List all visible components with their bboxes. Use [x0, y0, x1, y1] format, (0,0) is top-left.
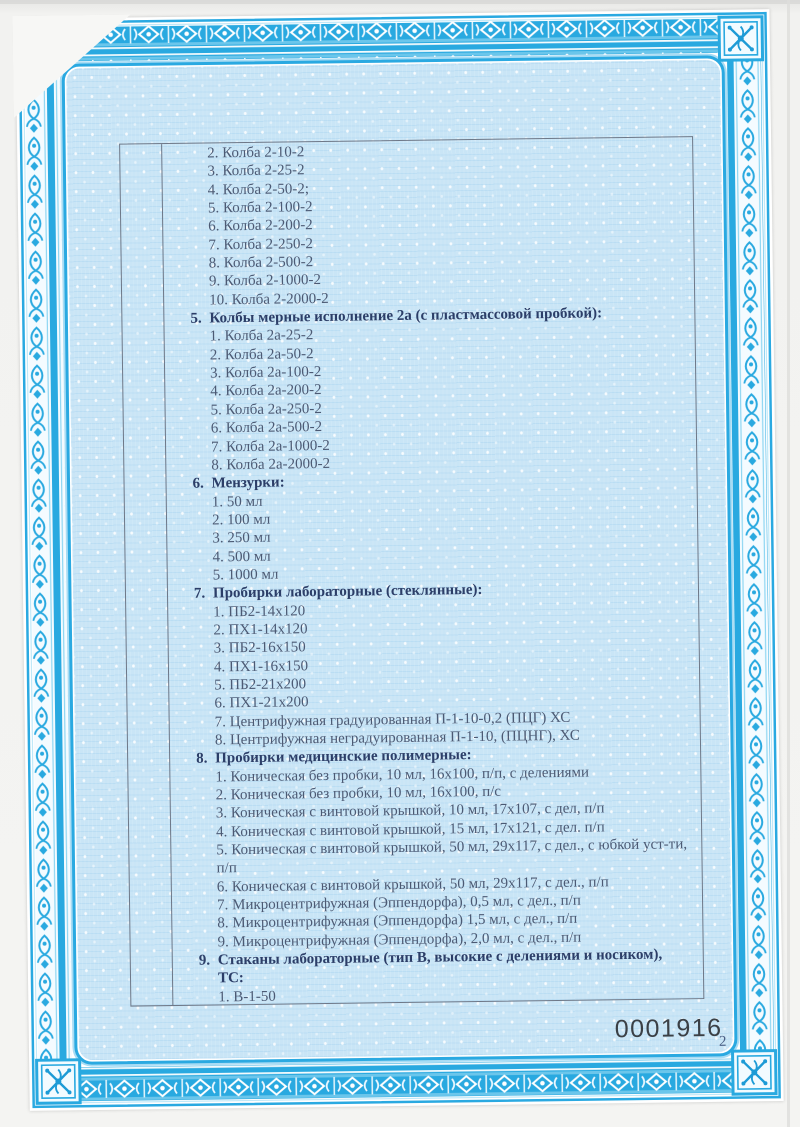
list-item: 2. ПХ1-14х120 — [213, 621, 308, 639]
section-title: Пробирки лабораторные (стеклянные): — [212, 582, 483, 602]
list-item: 2. Коническая без пробки, 10 мл, 16х100, п/с — [215, 783, 502, 804]
list-item: 8. Колба 2а-2000-2 — [211, 455, 331, 474]
list-item: 4. ПХ1-16х150 — [213, 657, 309, 676]
list-item: 9. Колба 2-1000-2 — [208, 272, 322, 290]
list-item: 3. ПБ2-16х150 — [213, 639, 306, 657]
list-item: 4. 500 мл — [212, 548, 271, 566]
list-item: 1. 50 мл — [211, 493, 263, 510]
section-title: Пробирки медицинские полимерные: — [215, 747, 472, 767]
section-heading — [173, 945, 699, 989]
section-title: Мензурки: — [211, 474, 285, 492]
serial-number: 0001916 — [614, 1013, 723, 1044]
list-item: 5. Колба 2-100-2 — [207, 199, 313, 217]
list-item: 6. Колба 2-200-2 — [208, 217, 313, 235]
list-item: 5. Коническая с винтовой крышкой, 50 мл, 29х117, с дел., с юбкой уст-ти, п/п — [216, 836, 688, 877]
list-item: 6. ПХ1-21х200 — [214, 694, 309, 712]
list-item: 6. Коническая с винтовой крышкой, 50 мл, 29х117, с дел., п/п — [216, 874, 609, 896]
list-item: 8. Микроцентрифужная (Эппендорфа) 1,5 мл, с дел., п/п — [217, 911, 578, 932]
list-item: 10. Колба 2-2000-2 — [209, 290, 329, 309]
list-item: 3. Коническая с винтовой крышкой, 10 мл, 17х107, с дел, п/п — [215, 800, 605, 822]
list-item: 5. 1000 мл — [212, 566, 279, 584]
list-item: 9. Микроцентрифужная (Эппендорфа), 2,0 мл, с дел., п/п — [217, 929, 582, 951]
list-item: 2. 100 мл — [211, 511, 271, 529]
list-item: 3. Колба 2-25-2 — [207, 162, 305, 180]
section-number: 8. — [196, 750, 208, 768]
list-item: 8. Колба 2-500-2 — [208, 254, 314, 272]
list-item: 1. Колба 2а-25-2 — [209, 327, 314, 345]
list-item: 2. Колба 2а-50-2 — [209, 345, 314, 364]
list-item: 7. Колба 2а-1000-2 — [210, 437, 330, 455]
page-number: 2 — [718, 1033, 727, 1050]
list-item: 4. Колба 2а-200-2 — [210, 382, 322, 400]
section-number: 6. — [192, 475, 204, 492]
section-number: 5. — [190, 310, 202, 327]
list-item: 7. Центрифужная градуированная П-1-10-0,2 (ПЦГ) ХС — [214, 709, 571, 731]
list-item: 8. Центрифужная неградуированная П-1-10, (ПЦНГ), ХС — [214, 727, 580, 749]
list-item: 4. Колба 2-50-2; — [207, 180, 310, 199]
list-item: 6. Колба 2а-500-2 — [210, 419, 323, 437]
items-table — [119, 136, 704, 1006]
list-item: 7. Колба 2-250-2 — [208, 235, 314, 254]
corner-rosette-bottom-right — [731, 1049, 778, 1096]
section-title: Стаканы лабораторные (тип В, высокие с делениями и носиком), ТС: — [217, 946, 663, 987]
corner-rosette-bottom-left — [35, 1058, 82, 1105]
certificate-page — [15, 9, 783, 1111]
section-number: 9. — [198, 952, 211, 969]
list-item: 1. Коническая без пробки, 10 мл, 16х100, п/п, с делениями — [215, 764, 590, 786]
list-item: 5. ПБ2-21х200 — [214, 676, 307, 694]
list-item: 2. Колба 2-10-2 — [207, 144, 305, 162]
list-item: 1. ПБ2-14х120 — [213, 602, 306, 621]
corner-rosette-top-right — [717, 15, 764, 62]
list-item: 4. Коническая с винтовой крышкой, 15 мл, 17х121, с дел. п/п — [216, 819, 605, 841]
item-list — [162, 138, 699, 1007]
list-item: 5. Колба 2а-250-2 — [210, 400, 322, 419]
list-item: 3. 250 мл — [212, 529, 271, 547]
scanner-seam — [787, 0, 790, 1127]
list-item: 7. Микроцентрифужная (Эппендорфа), 0,5 мл, с дел., п/п — [216, 892, 581, 914]
list-item: 1. В-1-50 — [218, 988, 276, 1006]
scanner-edge-shadow — [0, 0, 800, 4]
list-item: 3. Колба 2а-100-2 — [210, 364, 322, 382]
section-title: Колбы мерные исполнение 2а (с пластмассовой пробкой): — [209, 305, 603, 327]
section-number: 7. — [193, 585, 206, 602]
